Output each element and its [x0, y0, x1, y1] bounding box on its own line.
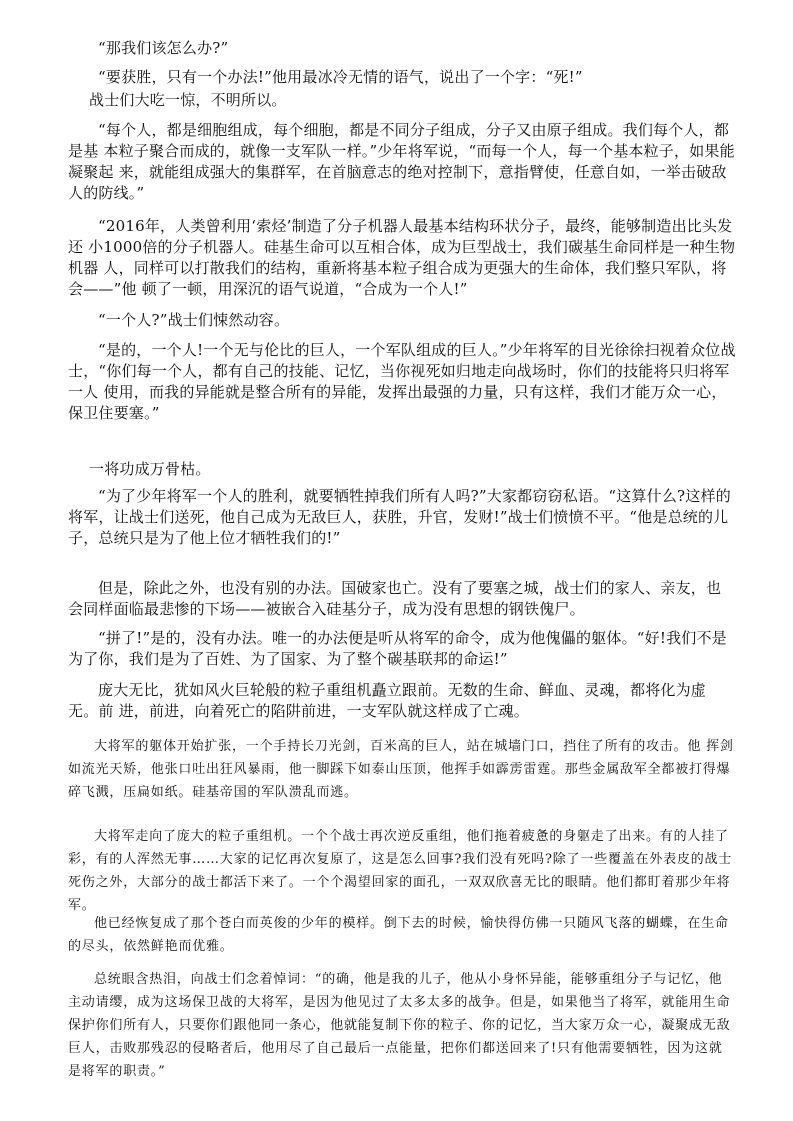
paragraph: 但是，除此之外，也没有别的办法。国破家也亡。没有了要塞之城，战士们的家人、亲友，也会同样面临最悲惨的下场——被嵌合入硅基分子，成为没有思想的钢铁傀尸。	[68, 579, 722, 618]
paragraph: “每个人，都是细胞组成，每个细胞，都是不同分子组成，分子又由原子组成。我们每个人，都是基 本粒子聚合而成的，就像一支军队一样。”少年将军说，“而每一个人，每一个基本粒子，如果能凝聚起 来，就能组成强大的集群军，在首脑意志的绝对控制下，意指臂使，任意自如，一举击破敌人的防线。”	[68, 121, 735, 202]
paragraph: “一个人?”战士们悚然动容。	[98, 311, 290, 329]
paragraph: 庞大无比，犹如风火巨轮般的粒子重组机矗立跟前。无数的生命、鲜血、灵魂，都将化为虚无。前 进，前进，向着死亡的陷阱前进，一支军队就这样成了亡魂。	[68, 681, 707, 720]
paragraph: 战士们大吃一惊，不明所以。	[89, 91, 287, 109]
paragraph: “是的，一个人!一个无与伦比的巨人，一个军队组成的巨人。”少年将军的目光徐徐扫视着众位战 士，“你们每一个人，都有自己的技能、记忆，当你视死如归地走向战场时，你们的技能将只归将军一人 使用，而我的异能就是整合所有的异能，发挥出最强的力量，只有这样，我们才能万众一心，保卫住要塞。”	[68, 341, 736, 422]
paragraph: “要获胜，只有一个办法!”他用最冰冷无情的语气，说出了一个字：“死!”	[98, 68, 583, 86]
paragraph: 总统眼含热泪，向战士们念着悼词：“的确，他是我的儿子，他从小身怀异能，能够重组分子与记忆，他主动请缨，成为这场保卫战的大将军，是因为他见过了太多太多的战争。但是，如果他当了将军，就能用生命保护你们所有人，只要你们跟他同一条心，他就能复制下你的粒子、你的记忆，当大家万众一心，凝聚成无敌巨人，击败那残忍的侵略者后，他用尽了自己最后一点能量，把你们都送回来了!只有他需要牺牲，因为这就是将军的职责。”	[68, 972, 731, 1079]
paragraph: 大将军的躯体开始扩张，一个手持长刀光剑，百米高的巨人，站在城墙门口，挡住了所有的攻击。他 挥剑如流光天矫，他张口吐出狂风暴雨，他一脚踩下如泰山压顶，他挥手如霹雳雷霆。那些金属敌军全都被打得爆碎飞溅，压扁如纸。硅基帝国的军队溃乱而逃。	[68, 739, 734, 800]
paragraph: “拼了!”是的，没有办法。唯一的办法便是听从将军的命令，成为他傀儡的躯体。“好!我们不是为了你，我们是为了百姓、为了国家、为了整个碳基联邦的命运!”	[68, 629, 727, 668]
paragraph: 一将功成万骨枯。	[89, 460, 211, 478]
paragraph: 大将军走向了庞大的粒子重组机。一个个战士再次逆反重组，他们拖着疲惫的身躯走了出来。有的人挂了彩，有的人浑然无事……大家的记忆再次复原了，这是怎么回事?我们没有死吗?除了一些覆盖在外表皮的战士死伤之外，大部分的战士都活下来了。一个个渴望回家的面孔，一双双欣喜无比的眼睛。他们都盯着那少年将军。	[68, 829, 733, 913]
paragraph: “为了少年将军一个人的胜利，就要牺牲掉我们所有人吗?”大家都窃窃私语。“这算什么?这样的 将军，让战士们送死，他自己成为无敌巨人，获胜，升官，发财!”战士们愤愤不平。“他是总统的儿子，总统只是为了他上位才牺牲我们的!”	[68, 487, 731, 547]
paragraph: 他已经恢复成了那个苍白而英俊的少年的模样。倒下去的时候，愉快得仿佛一只随风飞落的蝴蝶，在生命的尽头，依然鲜艳而优雅。	[68, 916, 729, 954]
paragraph: “那我们该怎么办?”	[98, 39, 229, 57]
paragraph: “2016年，人类曾利用‘索烃’制造了分子机器人最基本结构环状分子，最终，能够制造出比头发还 小1000倍的分子机器人。硅基生命可以互相合体，成为巨型战士，我们碳基生命同样是一种生物机器 人，同样可以打散我们的结构，重新将基本粒子组合成为更强大的生命体，我们整只军队，将会——”他 顿了一顿，用深沉的语气说道，“合成为一个人!”	[68, 217, 736, 298]
